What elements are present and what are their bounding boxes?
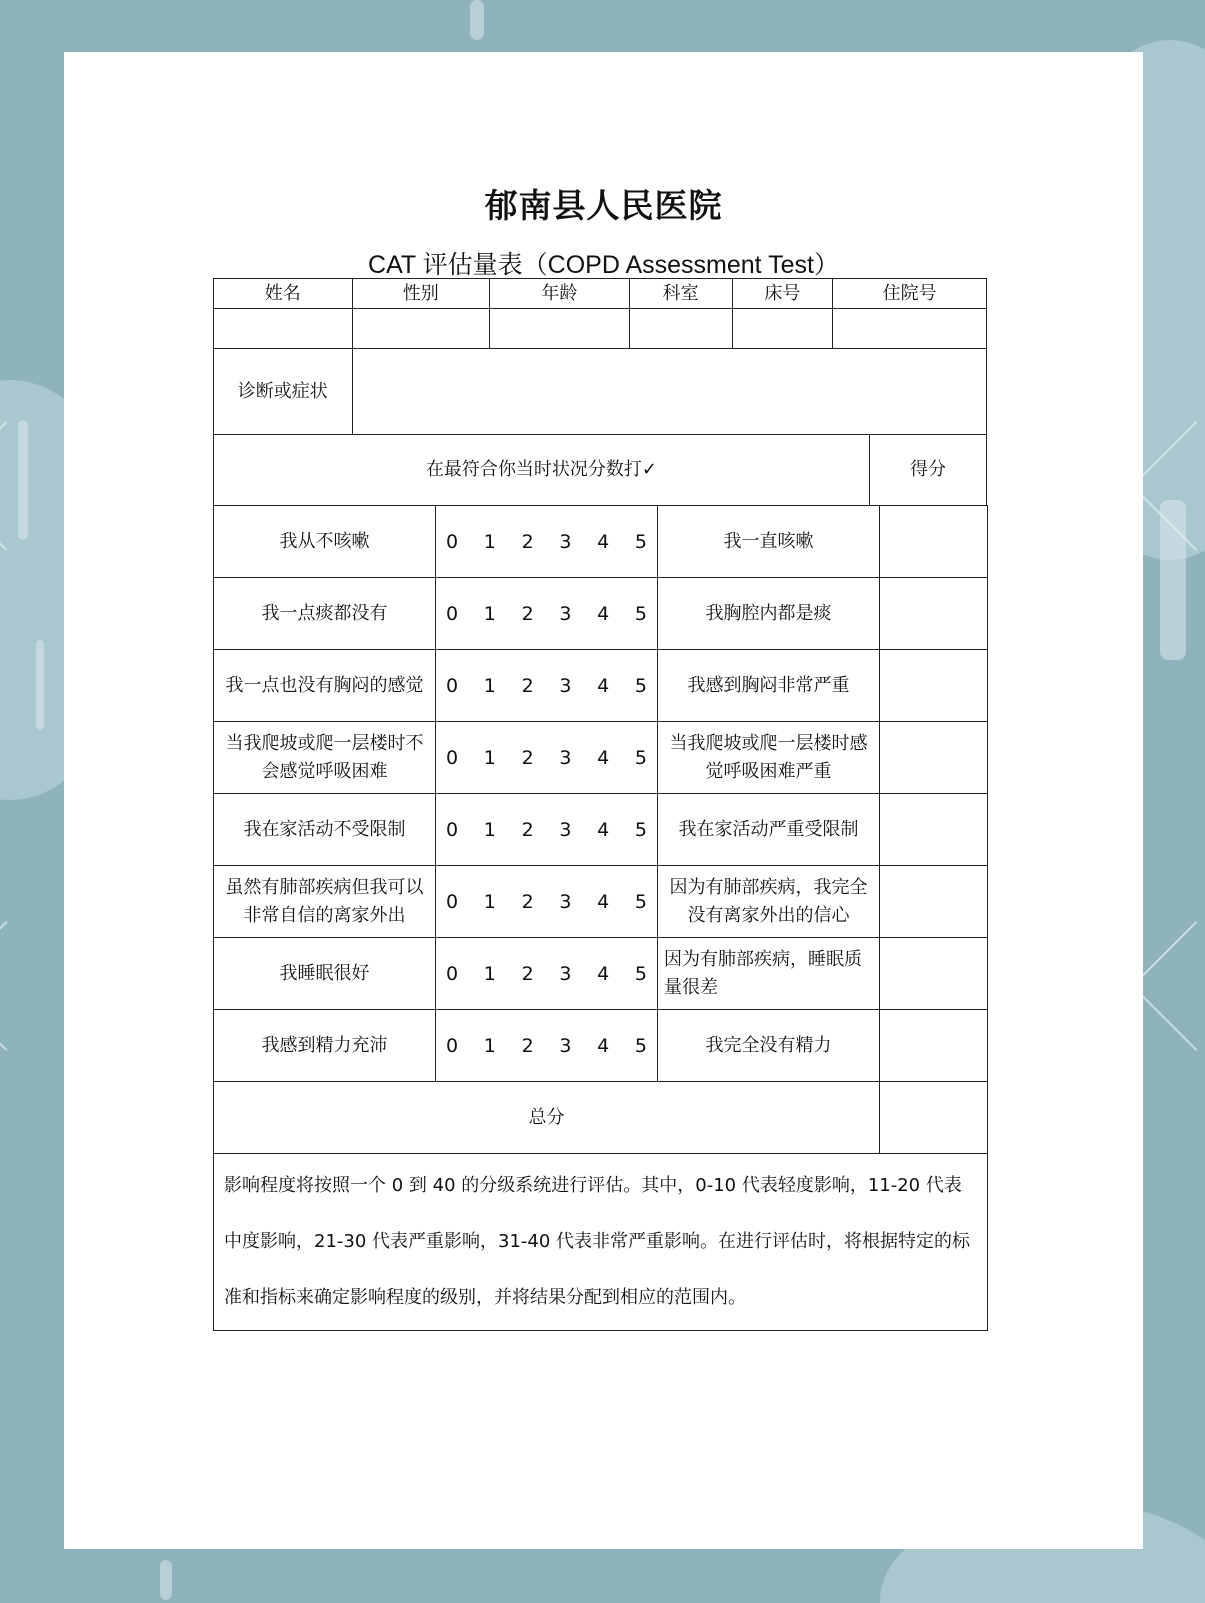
score-option[interactable]: 2 [521, 1034, 534, 1057]
item-row [214, 794, 988, 866]
item-left-statement: 我一点痰都没有 [214, 578, 436, 650]
item-left-statement: 虽然有肺部疾病但我可以非常自信的离家外出 [214, 866, 436, 938]
item-scale [436, 578, 658, 650]
score-option[interactable]: 1 [483, 818, 496, 841]
bed-field[interactable] [732, 309, 833, 349]
diagnosis-field[interactable] [352, 349, 986, 435]
item-right-statement: 我一直咳嗽 [658, 506, 880, 578]
item-right-statement: 我感到胸闷非常严重 [658, 650, 880, 722]
score-option[interactable]: 5 [634, 602, 647, 625]
item-left-statement: 我一点也没有胸闷的感觉 [214, 650, 436, 722]
score-option[interactable]: 1 [483, 962, 496, 985]
score-option[interactable]: 4 [597, 746, 610, 769]
admission-no-field[interactable] [833, 309, 987, 349]
score-option[interactable]: 1 [483, 746, 496, 769]
item-right-statement: 我在家活动严重受限制 [658, 794, 880, 866]
score-option[interactable]: 0 [446, 962, 459, 985]
instruction-row [214, 435, 987, 506]
score-option[interactable]: 4 [597, 962, 610, 985]
score-option[interactable]: 4 [597, 890, 610, 913]
item-scale [436, 938, 658, 1010]
score-option[interactable]: 0 [446, 1034, 459, 1057]
item-left-statement: 我在家活动不受限制 [214, 794, 436, 866]
score-option[interactable]: 3 [559, 746, 572, 769]
scoring-note: 影响程度将按照一个 0 到 40 的分级系统进行评估。其中，0-10 代表轻度影响，11-20 代表中度影响，21-30 代表严重影响，31-40 代表非常严重影响。在进行评估时，将根据特定的标准和指标来确定影响程度的级别，并将结果分配到相应的范围内。 [214, 1154, 988, 1331]
score-option[interactable]: 1 [483, 890, 496, 913]
item-row [214, 722, 988, 794]
score-option[interactable]: 4 [597, 818, 610, 841]
score-option[interactable]: 2 [521, 818, 534, 841]
item-score-field[interactable] [880, 866, 988, 938]
item-score-field[interactable] [880, 578, 988, 650]
score-option[interactable]: 2 [521, 674, 534, 697]
score-option[interactable]: 2 [521, 530, 534, 553]
item-score-field[interactable] [880, 650, 988, 722]
hospital-name: 郁南县人民医院 [484, 186, 723, 225]
score-option[interactable]: 1 [483, 1034, 496, 1057]
score-option[interactable]: 5 [634, 818, 647, 841]
item-left-statement: 我感到精力充沛 [214, 1010, 436, 1082]
header-values-row [214, 309, 987, 349]
item-right-statement: 因为有肺部疾病，睡眠质量很差 [658, 938, 880, 1010]
cat-items-table [213, 505, 988, 1331]
item-row [214, 1010, 988, 1082]
score-option[interactable]: 0 [446, 746, 459, 769]
total-row [214, 1082, 988, 1154]
score-option[interactable]: 5 [634, 962, 647, 985]
score-option[interactable]: 5 [634, 1034, 647, 1057]
score-option[interactable]: 2 [521, 746, 534, 769]
total-score-field[interactable] [880, 1082, 988, 1154]
field-label-department: 科室 [629, 279, 732, 309]
score-option[interactable]: 3 [559, 890, 572, 913]
item-scale [436, 722, 658, 794]
field-label-name: 姓名 [214, 279, 353, 309]
score-option[interactable]: 0 [446, 530, 459, 553]
item-row [214, 938, 988, 1010]
item-right-statement: 当我爬坡或爬一层楼时感觉呼吸困难严重 [658, 722, 880, 794]
item-row [214, 650, 988, 722]
score-option[interactable]: 1 [483, 674, 496, 697]
score-option[interactable]: 0 [446, 818, 459, 841]
score-option[interactable]: 1 [483, 530, 496, 553]
score-option[interactable]: 3 [559, 674, 572, 697]
name-field[interactable] [214, 309, 353, 349]
item-right-statement: 因为有肺部疾病，我完全没有离家外出的信心 [658, 866, 880, 938]
score-option[interactable]: 1 [483, 602, 496, 625]
score-option[interactable]: 2 [521, 602, 534, 625]
score-option[interactable]: 4 [597, 530, 610, 553]
score-option[interactable]: 3 [559, 818, 572, 841]
item-scale [436, 506, 658, 578]
score-option[interactable]: 0 [446, 674, 459, 697]
score-option[interactable]: 5 [634, 530, 647, 553]
item-left-statement: 我睡眠很好 [214, 938, 436, 1010]
field-label-gender: 性别 [352, 279, 489, 309]
item-score-field[interactable] [880, 938, 988, 1010]
item-scale [436, 1010, 658, 1082]
score-option[interactable]: 2 [521, 962, 534, 985]
item-score-field[interactable] [880, 506, 988, 578]
score-option[interactable]: 4 [597, 674, 610, 697]
diagnosis-label: 诊断或症状 [214, 349, 353, 435]
gender-field[interactable] [352, 309, 489, 349]
score-option[interactable]: 3 [559, 530, 572, 553]
score-option[interactable]: 3 [559, 962, 572, 985]
item-left-statement: 当我爬坡或爬一层楼时不会感觉呼吸困难 [214, 722, 436, 794]
cat-assessment-table [213, 278, 987, 506]
score-option[interactable]: 4 [597, 602, 610, 625]
total-label: 总分 [214, 1082, 880, 1154]
note-row [214, 1154, 988, 1331]
item-score-field[interactable] [880, 1010, 988, 1082]
field-label-admission-no: 住院号 [833, 279, 987, 309]
score-option[interactable]: 5 [634, 890, 647, 913]
item-score-field[interactable] [880, 722, 988, 794]
item-row [214, 506, 988, 578]
header-labels-row [214, 279, 987, 309]
score-option[interactable]: 3 [559, 1034, 572, 1057]
score-option[interactable]: 2 [521, 890, 534, 913]
item-score-field[interactable] [880, 794, 988, 866]
score-option[interactable]: 5 [634, 746, 647, 769]
age-field[interactable] [490, 309, 630, 349]
score-option[interactable]: 0 [446, 890, 459, 913]
field-label-bed: 床号 [732, 279, 833, 309]
field-label-age: 年龄 [490, 279, 630, 309]
item-right-statement: 我完全没有精力 [658, 1010, 880, 1082]
diagnosis-row [214, 349, 987, 435]
item-scale [436, 650, 658, 722]
score-option[interactable]: 3 [559, 602, 572, 625]
item-left-statement: 我从不咳嗽 [214, 506, 436, 578]
item-right-statement: 我胸腔内都是痰 [658, 578, 880, 650]
score-option[interactable]: 0 [446, 602, 459, 625]
item-scale [436, 866, 658, 938]
item-scale [436, 794, 658, 866]
score-option[interactable]: 4 [597, 1034, 610, 1057]
department-field[interactable] [629, 309, 732, 349]
score-header: 得分 [869, 435, 986, 506]
score-option[interactable]: 5 [634, 674, 647, 697]
form-subtitle: CAT 评估量表（COPD Assessment Test） [368, 251, 839, 279]
item-row [214, 578, 988, 650]
instruction-text: 在最符合你当时状况分数打✓ [214, 435, 870, 506]
item-row [214, 866, 988, 938]
